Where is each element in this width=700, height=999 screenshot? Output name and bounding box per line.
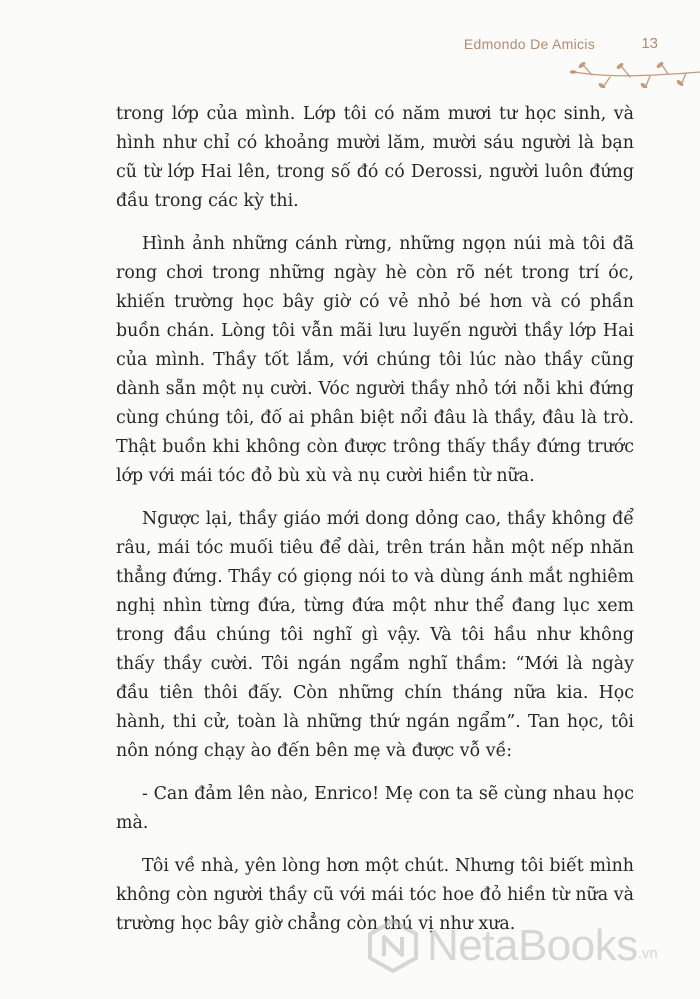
paragraph: Tôi về nhà, yên lòng hơn một chút. Nhưng tôi biết mình không còn người thầy cũ với mái tóc hoe đỏ hiền từ nữa và trường học bây giờ chẳng còn thú vị như xưa. [116,856,634,934]
watermark-suffix: .vn [637,945,658,962]
paragraph: Ngược lại, thầy giáo mới dong dỏng cao, thầy không để râu, mái tóc muối tiêu để dài, trên trán hằn một nếp nhăn thẳng đứng. Thầy có giọng nói to và dùng ánh mắt nghiêm nghị nhìn từng đứa, từng đứa một như thể đang lục xem trong đầu chúng tôi nghĩ gì vậy. Và tôi hầu như không thấy thầy cười. Tôi ngán ngẩm nghĩ thầm: “Mới là ngày đầu tiên thôi đấy. Còn những chín tháng nữa kia. Học hành, thi cử, toàn là những thứ ngán ngẩm”. Tan học, tôi nôn nóng chạy ào đến bên mẹ và được vỗ về: [116,509,634,761]
paragraph: - Can đảm lên nào, Enrico! Mẹ con ta sẽ cùng nhau học mà. [116,784,634,833]
netabooks-logo-icon [365,918,421,974]
page-number: 13 [641,35,658,52]
paragraph: Hình ảnh những cánh rừng, những ngọn núi mà tôi đã rong chơi trong những ngày hè còn rõ nét trong trí óc, khiến trường học bây giờ có vẻ nhỏ bé hơn và có phần buồn chán. Lòng tôi vẫn mãi lưu luyến người thầy lớp Hai của mình. Thầy tốt lắm, với chúng tôi lúc nào thầy cũng dành sẵn một nụ cười. Vóc người thầy nhỏ tới nỗi khi đứng cùng chúng tôi, đố ai phân biệt nổi đâu là thầy, đâu là trò. Thật buồn khi không còn được trông thấy thầy đứng trước lớp với mái tóc đỏ bù xù và nụ cười hiền từ nữa. [116,234,634,486]
watermark-brand: NetaBooks [427,921,638,970]
paragraph: trong lớp của mình. Lớp tôi có năm mươi tư học sinh, và hình như chỉ có khoảng mười lăm, mười sáu người là bạn cũ từ lớp Hai lên, trong số đó có Derossi, người luôn đứng đầu trong các kỳ thi. [116,104,634,211]
body-text [116,100,634,953]
running-head-author: Edmondo De Amicis [463,36,595,52]
watermark [365,918,658,974]
branch-ornament-icon [570,62,700,88]
